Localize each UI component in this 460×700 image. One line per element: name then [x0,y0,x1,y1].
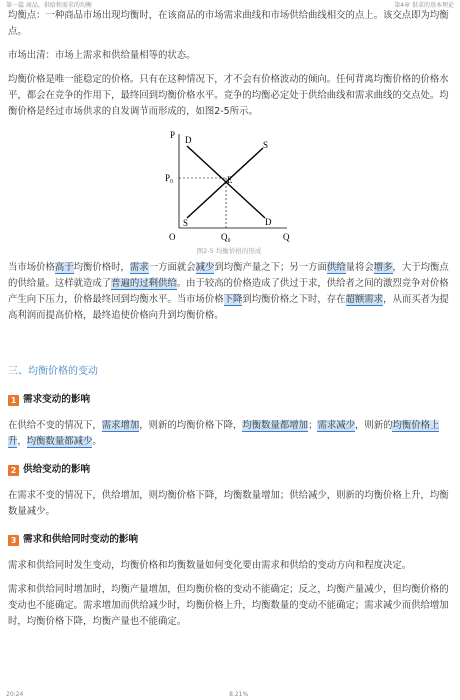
subsection-title: 供给变动的影响 [23,464,91,475]
document-content [8,8,450,638]
number-badge: 1 [8,395,19,406]
subsection-heading [8,462,450,478]
highlight[interactable]: 增多 [373,262,393,273]
supply-label-top: S [263,140,269,150]
highlight[interactable]: 减少 [195,262,215,273]
paragraph: 需求和供给同时发生变动，均衡价格和均衡数量如何变化要由需求和供给的变动方向和程度决定。 [8,560,412,571]
highlight[interactable]: 供给 [326,262,346,273]
paragraph: 在需求不变的情况下，供给增加，则均衡价格下降，均衡数量增加；供给减少，则新的均衡价格上升，均衡数量减少。 [8,490,449,517]
reading-progress: 8.21% [229,690,249,698]
axis-label-q: Q [283,232,290,242]
number-badge: 3 [8,535,19,546]
highlight[interactable]: 高于 [54,262,74,273]
highlight[interactable]: 普遍的 [111,278,140,289]
highlight[interactable]: 需求减少 [317,420,355,431]
subsection-title: 需求变动的影响 [23,394,91,405]
highlight[interactable]: 均衡价格上升 [8,420,440,447]
figure-caption: 图2-5 均衡价格的形成 [196,247,262,255]
section-title: 三、均衡价格的变动 [8,366,98,377]
paragraph: 需求和供给同时增加时，均衡产量增加，但均衡价格的变动不能确定；反之，均衡产量减少，但均衡价格的变动也不能确定。需求增加而供给减少时，均衡价格上升，均衡数量的变动不能确定；需求减少而供给增加时，均衡价格下降，均衡产量也不能确定。 [8,584,449,627]
paragraph-highlighted: 在供给不变的情况下，需求增加，则新的均衡价格下降，均衡数量都增加；需求减少，则新的均衡价格上升，均衡数量都减少。 [8,420,440,447]
equilibrium-point-label: E [227,175,233,185]
number-badge: 2 [8,465,19,476]
demand-label-top: D [185,135,192,145]
highlight[interactable]: 需求增加 [101,420,140,431]
supply-demand-figure [165,128,293,246]
highlight[interactable]: 过剩供给 [139,278,177,289]
q0-label: Q₀ [221,232,231,242]
clock: 20:24 [6,690,24,698]
supply-label-bottom: S [183,218,189,228]
chapter-left: 第一篇 商品、供给和需求的均衡 [6,2,92,9]
paragraph: 市场出清：市场上需求和供给量相等的状态。 [8,50,196,61]
highlight[interactable]: 均衡数量都减少 [26,436,93,447]
paragraph-highlighted: 当市场价格高于均衡价格时，需求一方面就会减少到均衡产量之下；另一方面供给量将会增多，大于均衡点的供给量。这样就造成了普遍的过剩供给。由于较高的价格造成了供过于求，供给者之间的激烈竞争对价格产生向下压力，价格最终回到均衡水平。当市场价格下降到均衡价格之下时，存在超额需求，从而买者为提高利润而提高价格，最终追使价格向升到均衡价格。 [8,262,449,321]
subsection-title: 需求和供给同时变动的影响 [23,534,139,545]
highlight[interactable]: 均衡数量都增加 [242,420,309,431]
supply-curve [187,148,263,218]
axis-label-p: P [170,130,176,140]
origin-label: O [169,232,176,242]
subsection-heading [8,532,450,548]
highlight[interactable]: 下降 [223,294,243,305]
demand-label-bottom: D [265,217,272,227]
reader-footer [0,688,460,700]
paragraph: 均衡价格是唯一能稳定的价格。只有在这种情况下，才不会有价格波动的倾向。任何背离均衡价格的价格水平，都会在竞争的作用下，最终回到均衡价格水平。竞争的均衡必定处于供给曲线和需求曲线的交点处。均衡价格是经过市场供求的自发调节而形成的，如图2-5所示。 [8,74,449,117]
paragraph: 均衡点：一种商品市场出现均衡时，在该商品的市场需求曲线和市场供给曲线相交的点上。该交点即为均衡点。 [8,10,449,37]
chapter-right: 第4章 供求的基本理论 [394,2,454,9]
p0-label: P₀ [165,173,174,183]
highlight[interactable]: 超额需求 [345,294,384,305]
highlight[interactable]: 需求 [129,262,149,273]
subsection-heading [8,392,450,408]
